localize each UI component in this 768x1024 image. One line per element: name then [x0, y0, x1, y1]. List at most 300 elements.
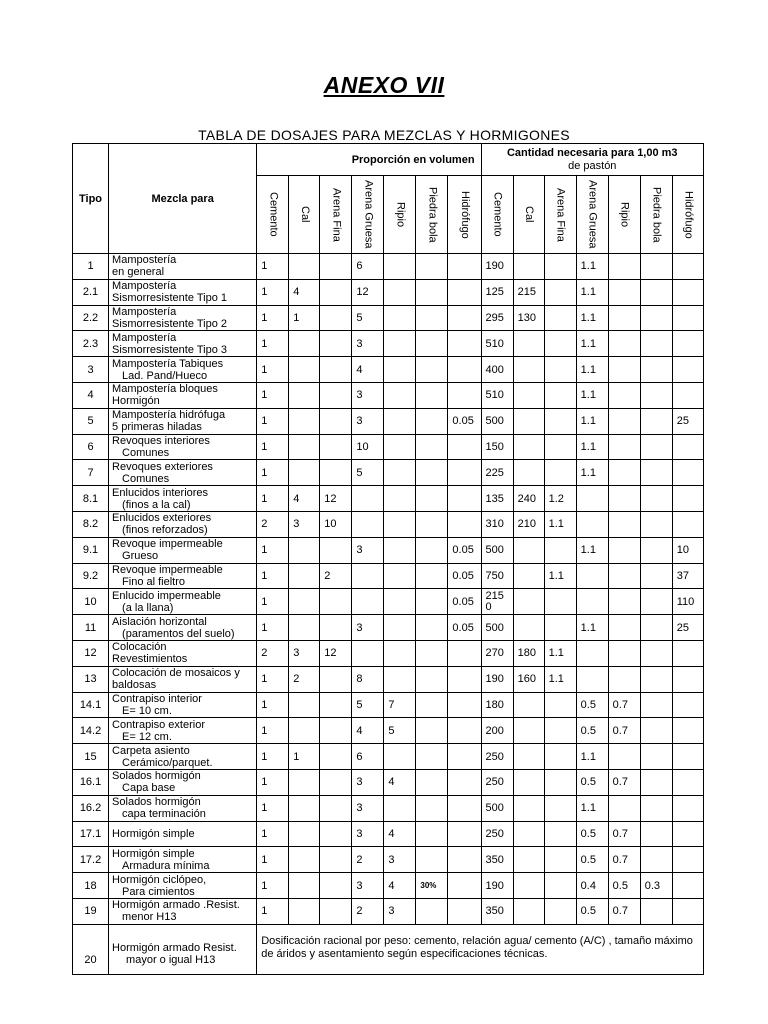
row-tipo: 17.2 — [73, 847, 109, 873]
column-header-label: Piedra bola — [650, 186, 663, 243]
row-value — [640, 898, 672, 924]
row-value — [608, 434, 640, 460]
row-value — [448, 305, 481, 331]
row-value: 1 — [257, 408, 289, 434]
mezcla-line-1: Hormigón ciclópeo, — [112, 873, 207, 886]
row-value: 0.3 — [640, 873, 672, 899]
row-mezcla — [109, 357, 257, 383]
row-value — [513, 563, 544, 589]
row-value: 0.7 — [608, 718, 640, 744]
row-value — [640, 666, 672, 692]
row-value — [608, 511, 640, 537]
row-value — [352, 486, 384, 512]
row-value: 510 — [481, 331, 513, 357]
row-value: 3 — [352, 821, 384, 847]
row-value — [544, 357, 576, 383]
row-tipo: 17.1 — [73, 821, 109, 847]
row-tipo: 20 — [73, 924, 109, 974]
row-value: 4 — [384, 821, 416, 847]
row-value — [640, 615, 672, 641]
mezcla-line-1: Carpeta asiento — [112, 744, 190, 757]
mezcla-line-2: baldosas — [112, 679, 157, 692]
row-value — [544, 434, 576, 460]
row-mezcla — [109, 744, 257, 770]
row-value — [384, 615, 416, 641]
row-value: 1 — [257, 795, 289, 821]
header-cantidad — [481, 144, 703, 176]
row-value — [513, 821, 544, 847]
row-value — [320, 692, 352, 718]
row-value: 350 — [481, 847, 513, 873]
row-value: 130 — [513, 305, 544, 331]
column-header — [513, 176, 544, 254]
row-value — [576, 589, 608, 615]
row-value: 0.5 — [576, 718, 608, 744]
column-header-label: Cemento — [491, 192, 504, 237]
row-value — [448, 331, 481, 357]
row-value — [416, 589, 448, 615]
row-value: 160 — [513, 666, 544, 692]
column-header — [481, 176, 513, 254]
mezcla-line-2: (finos a la cal) — [122, 498, 191, 511]
row-value — [640, 795, 672, 821]
row-mezcla — [109, 615, 257, 641]
mezcla-line-1: Mampostería hidrófuga — [112, 409, 226, 422]
table-row — [73, 537, 704, 563]
row-mezcla — [109, 563, 257, 589]
row-value: 5 — [384, 718, 416, 744]
row-value — [513, 357, 544, 383]
header-proporcion: Proporción en volumen — [257, 144, 481, 176]
table-row — [73, 511, 704, 537]
row-mezcla — [109, 692, 257, 718]
row-value: 500 — [481, 537, 513, 563]
row-value — [640, 305, 672, 331]
mezcla-line-1: Mampostería Tabiques — [112, 357, 224, 370]
row-value — [320, 898, 352, 924]
page-title: ANEXO VII — [323, 72, 445, 98]
mezcla-line-1: Hormigón simple — [112, 847, 195, 860]
row-value — [672, 847, 703, 873]
row-value — [672, 486, 703, 512]
row-value — [352, 563, 384, 589]
row-value — [544, 718, 576, 744]
row-value — [544, 331, 576, 357]
row-value — [384, 331, 416, 357]
row-value — [608, 357, 640, 383]
row-value — [513, 537, 544, 563]
row-value — [448, 898, 481, 924]
row-tipo: 7 — [73, 460, 109, 486]
row-value — [416, 408, 448, 434]
row-value: 3 — [352, 769, 384, 795]
row-value: 5 — [352, 692, 384, 718]
row-value: 215 — [513, 279, 544, 305]
column-header — [320, 176, 352, 254]
row-value: 1.1 — [544, 563, 576, 589]
row-value: 0.7 — [608, 821, 640, 847]
mezcla-line-2: (finos reforzados) — [122, 524, 208, 537]
table-row — [73, 279, 704, 305]
dosage-note: Dosificación racional por peso: cemento, relación agua/ cemento (A/C) , tamaño máximo de áridos y asentamiento según especificaciones técnicas. — [257, 924, 704, 974]
row-value — [513, 331, 544, 357]
row-value — [672, 692, 703, 718]
column-header — [448, 176, 481, 254]
row-value: 5 — [352, 305, 384, 331]
row-value — [320, 357, 352, 383]
row-value — [544, 769, 576, 795]
table-row — [73, 924, 704, 974]
row-value — [416, 769, 448, 795]
row-value: 1 — [257, 279, 289, 305]
column-header-label: Arena Gruesa — [586, 180, 599, 249]
row-tipo: 4 — [73, 382, 109, 408]
row-value — [576, 511, 608, 537]
mezcla-line-1: Contrapiso interior — [112, 692, 202, 705]
row-value — [289, 589, 320, 615]
mezcla-line-1: Mampostería — [112, 305, 177, 318]
row-value — [608, 408, 640, 434]
row-value — [608, 795, 640, 821]
mezcla-line-1: Revoque impermeable — [112, 538, 223, 551]
row-value — [289, 769, 320, 795]
mezcla-line-2: Sismorresistente Tipo 3 — [112, 343, 227, 356]
row-value: 3 — [352, 795, 384, 821]
column-header — [257, 176, 289, 254]
column-header-label: Arena Fina — [554, 187, 567, 242]
row-value — [608, 640, 640, 666]
mezcla-line-2: Capa base — [122, 782, 176, 795]
row-mezcla — [109, 847, 257, 873]
row-value — [513, 718, 544, 744]
row-value — [289, 408, 320, 434]
row-value: 2 — [320, 563, 352, 589]
row-value — [289, 718, 320, 744]
row-value: 400 — [481, 357, 513, 383]
row-value — [640, 408, 672, 434]
mezcla-line-1: Solados hormigón — [112, 796, 201, 809]
row-value — [416, 847, 448, 873]
row-value — [416, 382, 448, 408]
row-value — [320, 408, 352, 434]
row-value — [672, 331, 703, 357]
table-row — [73, 331, 704, 357]
row-value — [416, 718, 448, 744]
row-value — [544, 692, 576, 718]
mezcla-line-2: 5 primeras hiladas — [112, 421, 202, 434]
row-value — [640, 821, 672, 847]
row-value — [640, 847, 672, 873]
row-value: 3 — [352, 537, 384, 563]
table-row — [73, 589, 704, 615]
mezcla-line-2: Lad. Pand/Hueco — [122, 369, 208, 382]
mezcla-line-1: Revoques interiores — [112, 434, 210, 447]
row-value — [576, 640, 608, 666]
mezcla-line-2: Cerámico/parquet. — [122, 756, 213, 769]
row-value — [672, 718, 703, 744]
row-value — [672, 795, 703, 821]
row-value — [608, 615, 640, 641]
row-value — [352, 589, 384, 615]
row-value — [448, 511, 481, 537]
row-value — [544, 537, 576, 563]
row-tipo: 8.1 — [73, 486, 109, 512]
row-value — [640, 640, 672, 666]
mezcla-line-2: Comunes — [122, 446, 170, 459]
row-value — [416, 666, 448, 692]
row-value: 1.1 — [576, 615, 608, 641]
row-value: 0.05 — [448, 563, 481, 589]
column-header-label: Cemento — [267, 192, 280, 237]
row-mezcla — [109, 589, 257, 615]
row-value: 1 — [257, 769, 289, 795]
row-tipo: 13 — [73, 666, 109, 692]
row-value: 4 — [384, 873, 416, 899]
row-value — [640, 563, 672, 589]
row-value: 1 — [257, 666, 289, 692]
row-value: 180 — [513, 640, 544, 666]
row-value: 250 — [481, 744, 513, 770]
row-value — [448, 795, 481, 821]
row-value: 5 — [352, 460, 384, 486]
table-row — [73, 408, 704, 434]
row-value — [320, 254, 352, 280]
row-value: 1 — [257, 537, 289, 563]
table-row — [73, 640, 704, 666]
row-value — [448, 821, 481, 847]
column-header — [576, 176, 608, 254]
row-value — [320, 305, 352, 331]
table-row — [73, 898, 704, 924]
row-value — [384, 511, 416, 537]
row-value — [544, 744, 576, 770]
table-row — [73, 357, 704, 383]
row-value — [289, 615, 320, 641]
row-value — [416, 615, 448, 641]
header-tipo: Tipo — [73, 144, 109, 254]
row-value — [608, 382, 640, 408]
row-value: 4 — [289, 486, 320, 512]
row-mezcla — [109, 769, 257, 795]
row-value: 2 — [257, 640, 289, 666]
row-value — [640, 692, 672, 718]
row-value: 1.1 — [576, 279, 608, 305]
row-value: 500 — [481, 795, 513, 821]
row-mezcla — [109, 821, 257, 847]
row-value — [289, 873, 320, 899]
row-value: 0.5 — [576, 847, 608, 873]
row-value: 3 — [352, 331, 384, 357]
column-header-label: Hidrófugo — [682, 190, 695, 239]
row-tipo: 9.1 — [73, 537, 109, 563]
row-tipo: 11 — [73, 615, 109, 641]
row-value: 4 — [384, 769, 416, 795]
row-value: 7 — [384, 692, 416, 718]
table-row — [73, 460, 704, 486]
mezcla-line-1: Enlucido impermeable — [112, 589, 221, 602]
row-value — [289, 460, 320, 486]
mezcla-line-2: E= 10 cm. — [122, 704, 172, 717]
row-value: 1 — [289, 305, 320, 331]
row-value — [448, 357, 481, 383]
row-value — [416, 254, 448, 280]
row-value — [640, 511, 672, 537]
row-value: 0.05 — [448, 408, 481, 434]
mezcla-line-1: Solados hormigón — [112, 770, 201, 783]
row-value: 1 — [257, 873, 289, 899]
row-value: 0.5 — [576, 821, 608, 847]
row-value: 500 — [481, 615, 513, 641]
row-value — [640, 382, 672, 408]
row-value: 1.1 — [576, 382, 608, 408]
row-value — [672, 640, 703, 666]
row-tipo: 16.1 — [73, 769, 109, 795]
row-value — [416, 821, 448, 847]
row-value — [608, 537, 640, 563]
mezcla-line-2: Armadura mínima — [122, 859, 210, 872]
row-value: 1 — [257, 254, 289, 280]
row-tipo: 19 — [73, 898, 109, 924]
row-value: 210 — [513, 511, 544, 537]
row-value — [608, 589, 640, 615]
row-value: 12 — [320, 640, 352, 666]
row-value — [576, 486, 608, 512]
mezcla-line-1: Revoque impermeable — [112, 563, 223, 576]
table-title: TABLA DE DOSAJES PARA MEZCLAS Y HORMIGONES — [198, 127, 570, 143]
row-value: 1 — [257, 718, 289, 744]
mezcla-line-1: Mampostería — [112, 254, 177, 267]
row-value — [513, 769, 544, 795]
row-value — [416, 795, 448, 821]
mezcla-line-1: Hormigón armado .Resist. — [112, 899, 240, 912]
row-value — [320, 821, 352, 847]
row-value: 1.1 — [576, 331, 608, 357]
row-value — [448, 486, 481, 512]
row-mezcla — [109, 434, 257, 460]
row-value — [576, 666, 608, 692]
row-value: 1.1 — [576, 434, 608, 460]
row-tipo: 10 — [73, 589, 109, 615]
row-value — [289, 357, 320, 383]
row-value: 0.05 — [448, 589, 481, 615]
row-value: 510 — [481, 382, 513, 408]
row-value: 1.1 — [576, 537, 608, 563]
row-value: 240 — [513, 486, 544, 512]
row-value — [384, 279, 416, 305]
table-row — [73, 718, 704, 744]
row-mezcla — [109, 537, 257, 563]
mezcla-line-2: Sismorresistente Tipo 2 — [112, 317, 227, 330]
row-value — [640, 537, 672, 563]
row-mezcla — [109, 898, 257, 924]
row-value: 3 — [384, 847, 416, 873]
row-tipo: 2.3 — [73, 331, 109, 357]
row-value — [289, 331, 320, 357]
row-mezcla — [109, 666, 257, 692]
row-value — [672, 254, 703, 280]
row-value — [544, 615, 576, 641]
row-value — [672, 873, 703, 899]
mezcla-line-1: Enlucidos exteriores — [112, 512, 212, 525]
row-value: 3 — [352, 615, 384, 641]
table-row — [73, 873, 704, 899]
row-value — [448, 254, 481, 280]
row-value: 110 — [672, 589, 703, 615]
row-mezcla — [109, 511, 257, 537]
row-value — [384, 408, 416, 434]
row-value: 6 — [352, 254, 384, 280]
row-value — [320, 744, 352, 770]
row-value — [544, 408, 576, 434]
row-value: 1 — [257, 821, 289, 847]
row-value — [672, 744, 703, 770]
row-value — [544, 279, 576, 305]
mezcla-line-2: (paramentos del suelo) — [122, 627, 235, 640]
row-value — [320, 718, 352, 744]
column-header-label: Ripio — [618, 201, 631, 228]
row-value: 1.1 — [576, 305, 608, 331]
row-value — [384, 357, 416, 383]
row-mezcla — [109, 331, 257, 357]
row-value — [672, 460, 703, 486]
column-header-label: Arena Gruesa — [362, 180, 375, 249]
row-value — [544, 847, 576, 873]
row-value: 150 — [481, 434, 513, 460]
table-row — [73, 615, 704, 641]
row-value: 25 — [672, 408, 703, 434]
row-value — [640, 486, 672, 512]
row-value — [544, 795, 576, 821]
row-value — [416, 640, 448, 666]
row-value — [640, 769, 672, 795]
row-value — [416, 486, 448, 512]
row-mezcla — [109, 254, 257, 280]
row-value — [672, 769, 703, 795]
row-value: 1.1 — [576, 460, 608, 486]
row-value — [320, 589, 352, 615]
row-value — [513, 744, 544, 770]
row-value: 180 — [481, 692, 513, 718]
row-value — [416, 744, 448, 770]
row-value: 3 — [352, 408, 384, 434]
row-value — [608, 331, 640, 357]
row-value: 4 — [289, 279, 320, 305]
row-value: 1 — [257, 692, 289, 718]
row-value — [513, 873, 544, 899]
mezcla-line-1: Aislación horizontal — [112, 615, 207, 628]
row-value — [289, 537, 320, 563]
row-value: 1 — [257, 305, 289, 331]
row-value — [384, 460, 416, 486]
row-value: 1.1 — [576, 254, 608, 280]
table-row — [73, 692, 704, 718]
row-value: 1.1 — [576, 357, 608, 383]
row-value — [513, 692, 544, 718]
row-value — [544, 382, 576, 408]
row-value: 3 — [352, 873, 384, 899]
column-header-label: Arena Fina — [330, 187, 343, 242]
row-value — [448, 434, 481, 460]
row-value — [384, 305, 416, 331]
row-value — [448, 847, 481, 873]
row-value: 10 — [352, 434, 384, 460]
row-tipo: 6 — [73, 434, 109, 460]
row-value: 3 — [289, 511, 320, 537]
row-value: 0.5 — [576, 769, 608, 795]
row-value — [289, 821, 320, 847]
row-value: 2 — [289, 666, 320, 692]
row-value: 0.7 — [608, 769, 640, 795]
